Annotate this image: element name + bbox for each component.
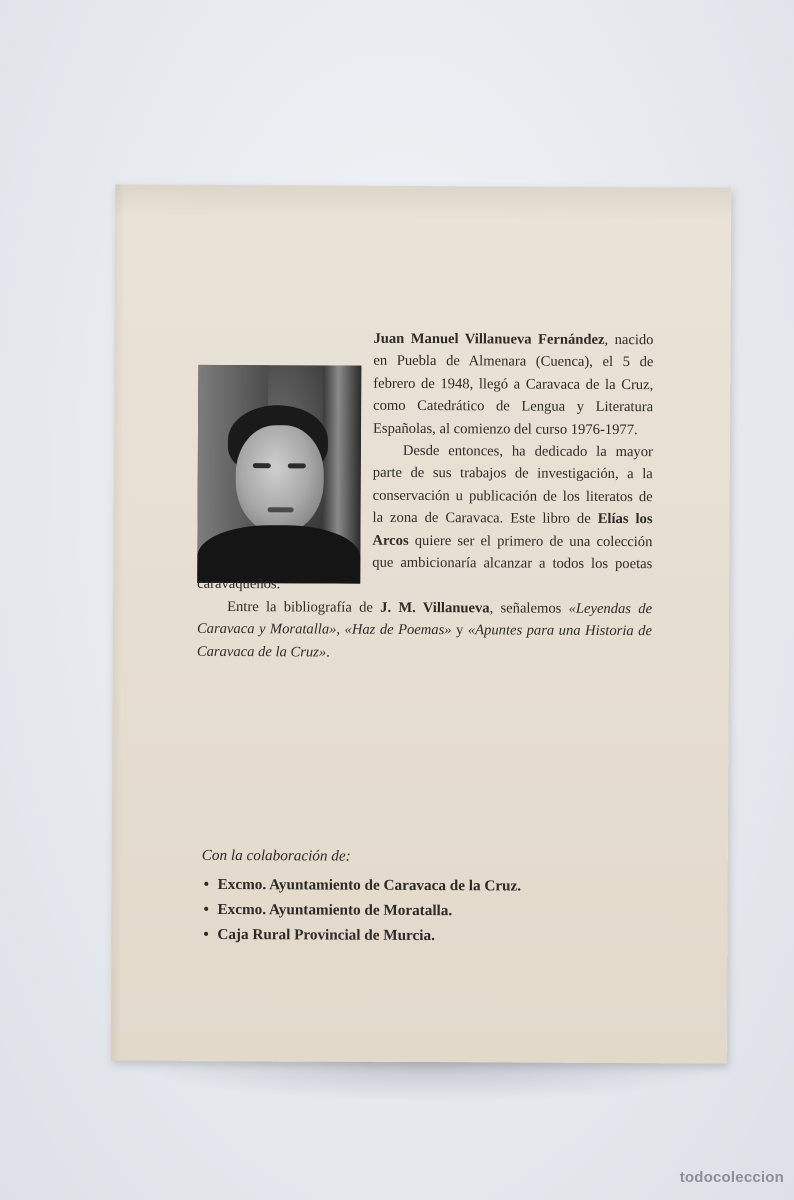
bio-paragraph-1: Juan Manuel Villanueva Fernández, nacido en Puebla de Almenara (Cuenca), el 5 de febrero de 1948, llegó a Caravaca de la Cruz, como Catedrático de Lengua y Literatura Españolas, al comienzo del curso 1976-1977.: [372, 330, 654, 438]
bullet-icon: •: [203, 925, 209, 943]
book-back-cover: [111, 184, 732, 1063]
bio-paragraph-3: Entre la bibliografía de J. M. Villanueva, señalemos «Leyendas de Caravaca y Moratalla», «Haz de Poemas» y «Apuntes para una Historia de Caravaca de la Cruz».: [196, 598, 653, 661]
bullet-icon: •: [203, 900, 209, 918]
bibliography-title-2: «Haz de Poemas»: [344, 621, 452, 639]
bullet-icon: •: [203, 875, 210, 893]
bio-paragraph-2: Desde entonces, ha dedicado la mayor parte de sus trabajos de investigación, a la conservación u publicación de los literatos de la zona de Caravaca. Este libro de Elías los Arcos quiere ser el primero de una colección que ambicionaría alcanzar a todos los poetas caravaqueños.: [197, 442, 653, 593]
author-short-name: J. M. Villanueva: [380, 599, 490, 617]
bibliography-title-1: «Leyendas de Caravaca y Moratalla»: [196, 600, 653, 638]
collaborator-list: [201, 872, 641, 949]
watermark: todocoleccion: [679, 1169, 784, 1186]
author-biography: [197, 327, 654, 665]
book-shadow: [126, 1062, 736, 1102]
list-item: • Caja Rural Provincial de Murcia.: [201, 922, 641, 949]
collaboration-heading: Con la colaboración de:: [201, 846, 351, 865]
bibliography-title-3: «Apuntes para una Historia de Caravaca de la Cruz»: [196, 622, 653, 661]
author-name: Juan Manuel Villanueva Fernández: [373, 330, 605, 348]
list-item: • Excmo. Ayuntamiento de Moratalla.: [201, 897, 641, 924]
list-item: • Excmo. Ayuntamiento de Caravaca de la Cruz.: [202, 872, 642, 899]
collaboration-section: [201, 843, 642, 949]
book-subject-name: Elías los Arcos: [372, 511, 653, 549]
